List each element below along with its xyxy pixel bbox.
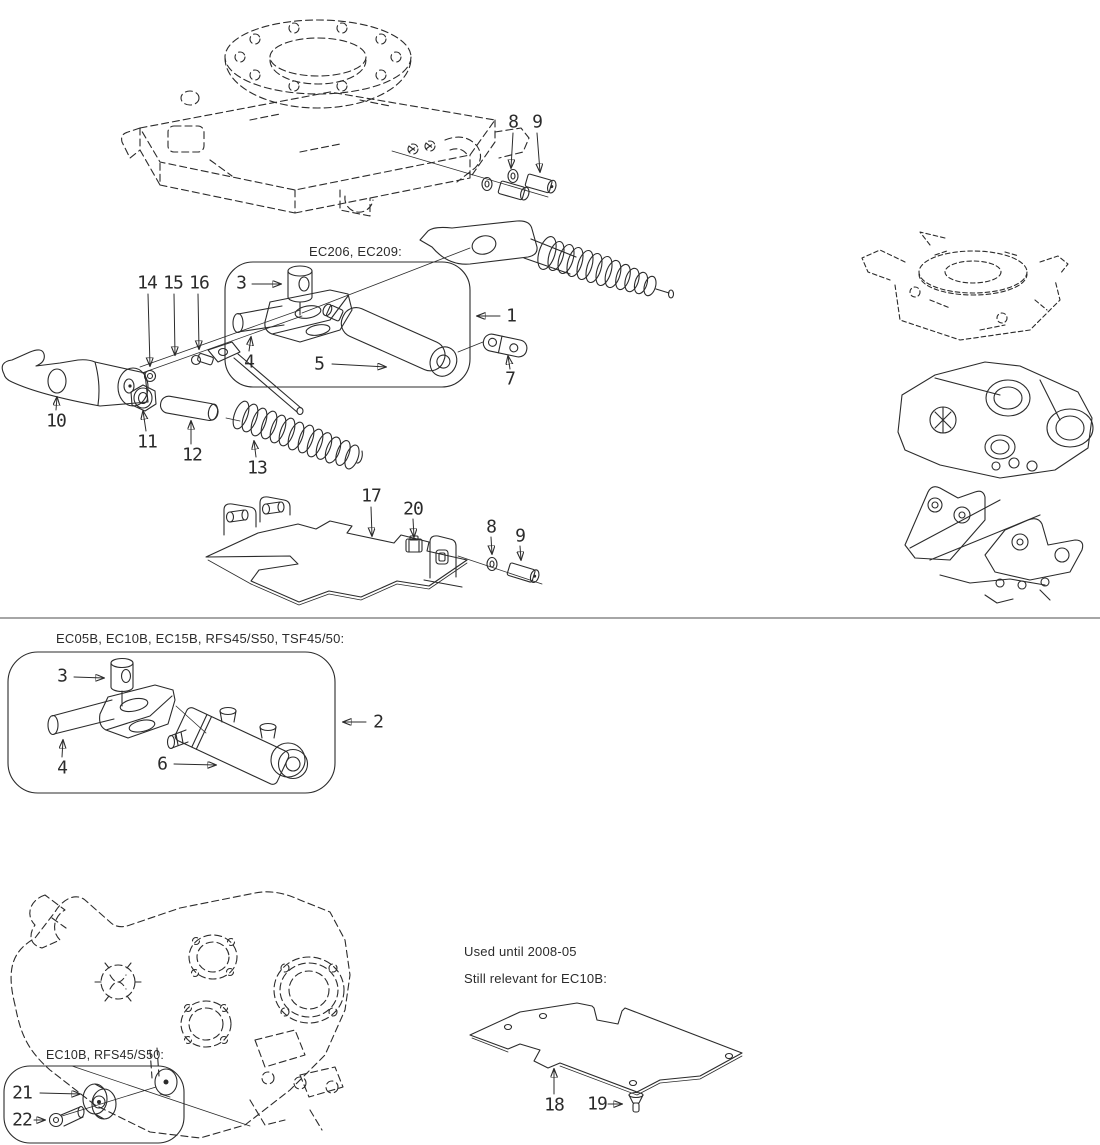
- nut-part-14: [145, 371, 156, 382]
- callout-13[interactable]: 13: [247, 457, 267, 479]
- callout-15[interactable]: 15: [163, 272, 183, 294]
- callout-1[interactable]: 1: [506, 305, 516, 327]
- roller-part-21: [83, 1084, 116, 1119]
- callout-box-ec10b: [4, 1066, 250, 1143]
- fitting-part-16: [192, 353, 214, 365]
- callout-3-box2[interactable]: 3: [57, 665, 67, 687]
- callout-18[interactable]: 18: [544, 1094, 564, 1116]
- callout-2[interactable]: 2: [373, 711, 383, 733]
- gearbox-housing-drawing: [11, 892, 350, 1138]
- box-label-ec10b: EC10B, RFS45/S50:: [46, 1048, 165, 1062]
- callout-20[interactable]: 20: [403, 498, 423, 520]
- callout-4-box2[interactable]: 4: [57, 757, 67, 779]
- section-divider: [0, 617, 1100, 619]
- thumbnail-undercarriage: [862, 232, 1068, 340]
- thumbnail-gearbox: [898, 362, 1093, 478]
- spring-coil: [534, 234, 658, 297]
- strap-part-15: [208, 342, 303, 415]
- link-part-7: [458, 333, 528, 359]
- nut-part-11: [131, 385, 156, 411]
- bushing-part-3: [288, 266, 312, 315]
- thumbnail-coupler: [905, 487, 1083, 603]
- screw-part-19: [629, 1093, 643, 1113]
- callout-9-plate[interactable]: 9: [515, 525, 525, 547]
- note-still-relevant: Still relevant for EC10B:: [464, 971, 608, 986]
- callout-8-top[interactable]: 8: [508, 111, 518, 133]
- rod-part-12: [159, 395, 219, 422]
- callout-19[interactable]: 19: [587, 1093, 607, 1115]
- callout-8-plate[interactable]: 8: [486, 516, 496, 538]
- callout-12[interactable]: 12: [182, 444, 202, 466]
- spring-lever-drawing: [420, 221, 674, 298]
- callout-4-box1[interactable]: 4: [244, 351, 254, 373]
- roller-in-place: [155, 1069, 177, 1097]
- callout-11[interactable]: 11: [137, 431, 157, 453]
- callout-5[interactable]: 5: [314, 353, 324, 375]
- box-label-ec206: EC206, EC209:: [309, 244, 402, 259]
- top-bolt-washer-parts: [392, 133, 557, 201]
- bushing-part-3b: [111, 659, 133, 707]
- callout-6[interactable]: 6: [157, 753, 167, 775]
- lever-part-10: [2, 350, 148, 406]
- cylinder-part-6: [168, 706, 308, 786]
- callout-3-box1[interactable]: 3: [236, 272, 246, 294]
- callout-14[interactable]: 14: [137, 272, 157, 294]
- leader-lines-top: [56, 284, 510, 457]
- callout-22[interactable]: 22: [12, 1109, 32, 1131]
- callout-17[interactable]: 17: [361, 485, 381, 507]
- mount-plate-17-drawing: [206, 497, 542, 605]
- note-used-until: Used until 2008-05: [464, 944, 577, 959]
- callout-9-top[interactable]: 9: [532, 111, 542, 133]
- callout-box-ec206: [225, 262, 470, 387]
- clevis-part-4b: [48, 685, 175, 738]
- callout-7[interactable]: 7: [505, 368, 515, 390]
- box-label-ec05b: EC05B, EC10B, EC15B, RFS45/S50, TSF45/50:: [56, 631, 345, 646]
- undercarriage-frame-drawing: [122, 20, 529, 216]
- callout-21[interactable]: 21: [12, 1082, 32, 1104]
- callout-16[interactable]: 16: [189, 272, 209, 294]
- screw-part-22: [50, 1107, 85, 1127]
- callout-10[interactable]: 10: [46, 410, 66, 432]
